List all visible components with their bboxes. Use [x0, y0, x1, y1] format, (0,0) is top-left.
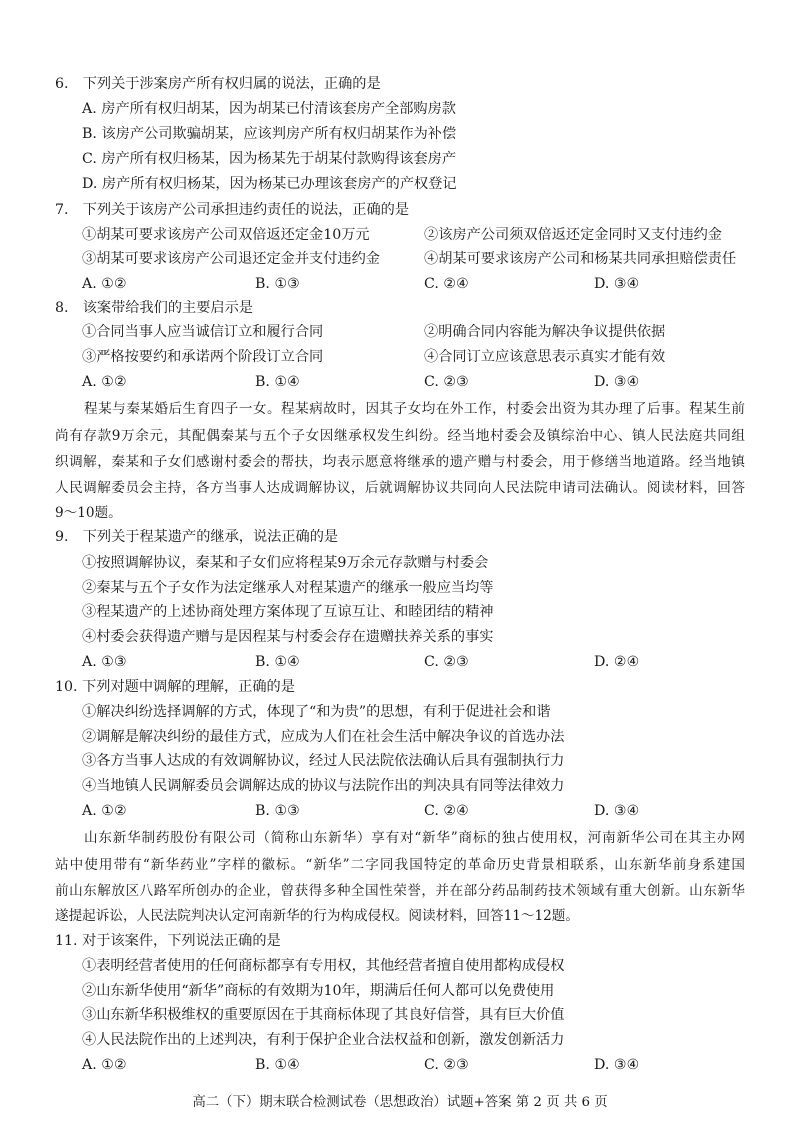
material2-line-2: 站中使用带有“新华药业”字样的徽标。“新华”二字同我国特定的革命历史背景相联系，山东新华前身系建国 [55, 857, 745, 873]
q9-statement-4: ④村委会获得遗产赠与是因程某与村委会存在遗赠扶养关系的事实 [82, 629, 494, 645]
q7-statement-4: ④胡某可要求该房产公司和杨某共同承担赔偿责任 [424, 251, 737, 267]
q10-option-d: D. ③④ [594, 803, 640, 819]
q8-option-c: C. ②③ [424, 374, 469, 390]
q8-stem: 8. 该案带给我们的主要启示是 [55, 300, 253, 316]
q9-option-a: A. ①③ [82, 654, 127, 670]
material1-line-4: 人民调解委员会主持，各方当事人达成调解协议，后就调解协议共同向人民法院申请司法确认。阅读材料，回答 [55, 480, 745, 496]
q6-option-b: B. 该房产公司欺骗胡某，应该判房产所有权归胡某作为补偿 [82, 126, 457, 142]
material2-line-3: 前山东解放区八路军所创办的企业，曾获得多种全国性荣誉，并在部分药品制药技术领域有重大创新。山东新华 [55, 883, 745, 899]
q9-option-b: B. ①④ [255, 654, 300, 670]
q6-option-c: C. 房产所有权归杨某，因为杨某先于胡某付款购得该套房产 [82, 151, 457, 167]
q8-option-d: D. ③④ [594, 374, 640, 390]
q9-option-c: C. ②③ [424, 654, 469, 670]
q7-statement-2: ②该房产公司须双倍返还定金同时又支付违约金 [424, 227, 722, 243]
q10-option-a: A. ①② [82, 803, 127, 819]
q10-statement-3: ③各方当事人达成的有效调解协议，经过人民法院依法确认后具有强制执行力 [82, 753, 565, 769]
q8-option-b: B. ①④ [255, 374, 300, 390]
material2-line-4: 遂提起诉讼，人民法院判决认定河南新华的行为构成侵权。阅读材料，回答11～12题。 [55, 908, 579, 924]
q6-stem: 6. 下列关于涉案房产所有权归属的说法，正确的是 [55, 76, 381, 92]
q11-statement-4: ④人民法院作出的上述判决，有利于保护企业合法权益和创新，激发创新活力 [82, 1032, 565, 1048]
q11-statement-3: ③山东新华积极维权的重要原因在于其商标体现了其良好信誉，具有巨大价值 [82, 1007, 565, 1023]
q9-statement-3: ③程某遗产的上述协商处理方案体现了互谅互让、和睦团结的精神 [82, 604, 494, 620]
q9-option-d: D. ②④ [594, 654, 640, 670]
q10-option-b: B. ①③ [255, 803, 300, 819]
q6-option-a: A. 房产所有权归胡某，因为胡某已付清该套房产全部购房款 [82, 101, 456, 117]
q11-option-d: D. ③④ [594, 1057, 640, 1073]
material1-line-5: 9～10题。 [55, 505, 122, 521]
q10-statement-1: ①解决纠纷选择调解的方式，体现了“和为贵”的思想，有利于促进社会和谐 [82, 704, 551, 720]
material2-line-1: 山东新华制药股份有限公司（简称山东新华）享有对“新华”商标的独占使用权，河南新华公司在其主办网 [84, 830, 745, 846]
q11-stem: 11. 对于该案件，下列说法正确的是 [55, 933, 281, 949]
q11-option-a: A. ①② [82, 1057, 127, 1073]
q11-option-b: B. ①④ [255, 1057, 300, 1073]
q6-option-d: D. 房产所有权归杨某，因为杨某已办理该套房产的产权登记 [82, 176, 457, 192]
q7-option-d: D. ③④ [594, 276, 640, 292]
q11-statement-1: ①表明经营者使用的任何商标都享有专用权，其他经营者擅自使用都构成侵权 [82, 958, 565, 974]
material1-line-3: 织调解，秦某和子女们感谢村委会的帮扶，均表示愿意将继承的遗产赠与村委会，用于修缮当地道路。经当地镇 [55, 454, 745, 470]
q7-statement-3: ③胡某可要求该房产公司退还定金并支付违约金 [82, 251, 380, 267]
material1-line-1: 程某与秦某婚后生育四子一女。程某病故时，因其子女均在外工作，村委会出资为其办理了后事。程某生前 [84, 401, 745, 417]
q11-option-c: C. ②③ [424, 1057, 469, 1073]
q7-statement-1: ①胡某可要求该房产公司双倍返还定金10万元 [82, 227, 370, 243]
q7-option-c: C. ②④ [424, 276, 469, 292]
material1-line-2: 尚有存款9万余元，其配偶秦某与五个子女因继承权发生纠纷。经当地村委会及镇综治中心、镇人民法庭共同组 [55, 428, 745, 444]
q7-option-a: A. ①② [82, 276, 127, 292]
q11-statement-2: ②山东新华使用“新华”商标的有效期为10年，期满后任何人都可以免费使用 [82, 983, 555, 999]
q8-statement-1: ①合同当事人应当诚信订立和履行合同 [82, 324, 324, 340]
q8-statement-4: ④合同订立应该意思表示真实才能有效 [424, 349, 666, 365]
q10-statement-2: ②调解是解决纠纷的最佳方式，应成为人们在社会生活中解决争议的首选办法 [82, 729, 565, 745]
q10-option-c: C. ②④ [424, 803, 469, 819]
q9-statement-1: ①按照调解协议，秦某和子女们应将程某9万余元存款赠与村委会 [82, 555, 489, 571]
q8-statement-2: ②明确合同内容能为解决争议提供依据 [424, 324, 666, 340]
q7-option-b: B. ①③ [255, 276, 300, 292]
q9-statement-2: ②秦某与五个子女作为法定继承人对程某遗产的继承一般应当均等 [82, 580, 494, 596]
page-footer: 高二（下）期末联合检测试卷（思想政治）试题+答案 第 2 页 共 6 页 [192, 1095, 608, 1110]
q9-stem: 9. 下列关于程某遗产的继承，说法正确的是 [55, 529, 339, 545]
q7-stem: 7. 下列关于该房产公司承担违约责任的说法，正确的是 [55, 202, 410, 218]
q10-stem: 10. 下列对题中调解的理解，正确的是 [55, 679, 295, 695]
q10-statement-4: ④当地镇人民调解委员会调解达成的协议与法院作出的判决具有同等法律效力 [82, 778, 565, 794]
q8-option-a: A. ①② [82, 374, 127, 390]
q8-statement-3: ③严格按要约和承诺两个阶段订立合同 [82, 349, 324, 365]
